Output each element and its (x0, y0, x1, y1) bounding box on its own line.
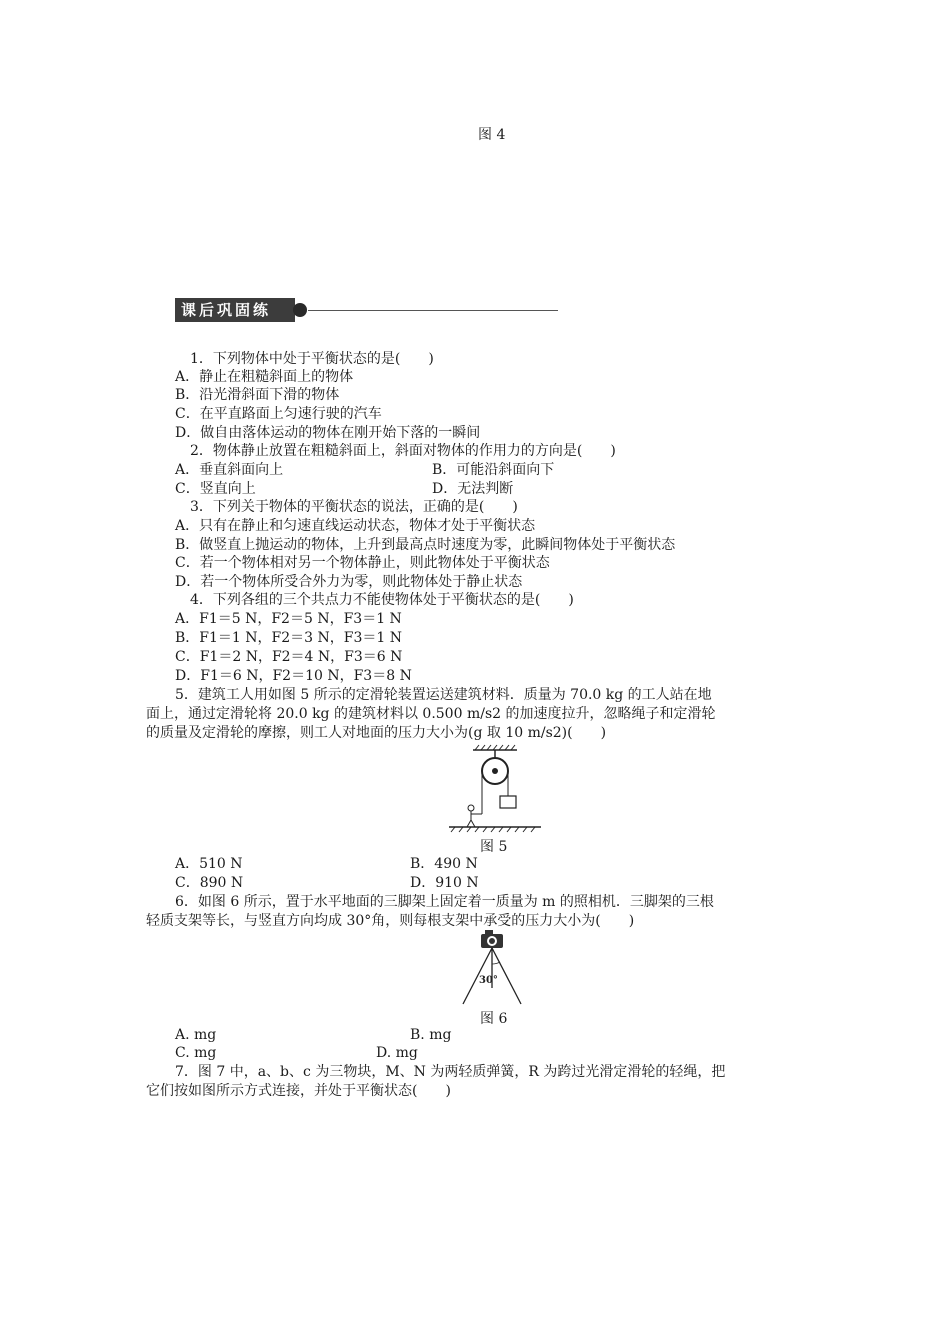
q3-option-c: C．若一个物体相对另一个物体静止，则此物体处于平衡状态 (175, 555, 550, 571)
q4-option-c: C．F1＝2 N，F2＝4 N，F3＝6 N (175, 649, 403, 665)
q1-option-d: D．做自由落体运动的物体在刚开始下落的一瞬间 (175, 425, 481, 441)
q3-stem: 3．下列关于物体的平衡状态的说法，正确的是( ) (190, 499, 518, 515)
q5-text-line-3: 的质量及定滑轮的摩擦，则工人对地面的压力大小为(g 取 10 m/s2)( ) (146, 725, 607, 741)
q5-option-a: A．510 N (175, 856, 243, 872)
q6-option-a: A. mg (175, 1027, 217, 1043)
figure-5-caption: 图 5 (480, 839, 508, 855)
q3-option-a: A．只有在静止和匀速直线运动状态，物体才处于平衡状态 (175, 518, 536, 534)
q5-text-line-1: 5．建筑工人用如图 5 所示的定滑轮装置运送建筑材料．质量为 70.0 kg 的工人站在地 (175, 687, 712, 703)
figure-4-caption: 图 4 (478, 127, 506, 143)
tripod-camera-diagram (455, 928, 535, 1006)
q4-stem: 4．下列各组的三个共点力不能使物体处于平衡状态的是( ) (190, 592, 574, 608)
q1-option-b: B．沿光滑斜面下滑的物体 (175, 387, 340, 403)
angle-label: 30° (479, 975, 498, 986)
q1-option-c: C．在平直路面上匀速行驶的汽车 (175, 406, 382, 422)
q6-text-line-2: 轻质支架等长，与竖直方向均成 30°角，则每根支架中承受的压力大小为( ) (146, 913, 635, 929)
q5-option-c: C．890 N (175, 875, 244, 891)
q3-option-b: B．做竖直上抛运动的物体，上升到最高点时速度为零，此瞬间物体处于平衡状态 (175, 537, 676, 553)
q2-stem: 2．物体静止放置在粗糙斜面上，斜面对物体的作用力的方向是( ) (190, 443, 616, 459)
q3-option-d: D．若一个物体所受合外力为零，则此物体处于静止状态 (175, 574, 523, 590)
q5-text-line-2: 面上，通过定滑轮将 20.0 kg 的建筑材料以 0.500 m/s2 的加速度拉升，忽略绳子和定滑轮 (146, 706, 716, 722)
section-bullet-icon (293, 303, 307, 317)
section-title: 课后巩固练 (175, 298, 295, 322)
q6-option-b: B. mg (410, 1027, 452, 1043)
figure-6-caption: 图 6 (480, 1011, 508, 1027)
q2-option-a: A．垂直斜面向上 (175, 462, 284, 478)
q2-option-b: B．可能沿斜面向下 (432, 462, 555, 478)
q4-option-d: D．F1＝6 N，F2＝10 N，F3＝8 N (175, 668, 412, 684)
q7-text-line-1: 7．图 7 中，a、b、c 为三物块，M、N 为两轻质弹簧，R 为跨过光滑定滑轮的轻绳，把 (175, 1064, 726, 1080)
pulley-diagram (445, 744, 545, 834)
q7-text-line-2: 它们按如图所示方式连接，并处于平衡状态( ) (146, 1083, 451, 1099)
q6-text-line-1: 6．如图 6 所示，置于水平地面的三脚架上固定着一质量为 m 的照相机．三脚架的三根 (175, 894, 714, 910)
q4-option-b: B．F1＝1 N，F2＝3 N，F3＝1 N (175, 630, 402, 646)
q2-option-d: D．无法判断 (432, 481, 514, 497)
q5-option-b: B．490 N (410, 856, 478, 872)
section-divider (308, 310, 558, 311)
q6-option-c: C. mg (175, 1045, 217, 1061)
q1-stem: 1．下列物体中处于平衡状态的是( ) (190, 351, 434, 367)
q4-option-a: A．F1＝5 N，F2＝5 N，F3＝1 N (175, 611, 402, 627)
q5-option-d: D．910 N (410, 875, 479, 891)
q1-option-a: A．静止在粗糙斜面上的物体 (175, 369, 354, 385)
q6-option-d: D. mg (376, 1045, 418, 1061)
q2-option-c: C．竖直向上 (175, 481, 256, 497)
